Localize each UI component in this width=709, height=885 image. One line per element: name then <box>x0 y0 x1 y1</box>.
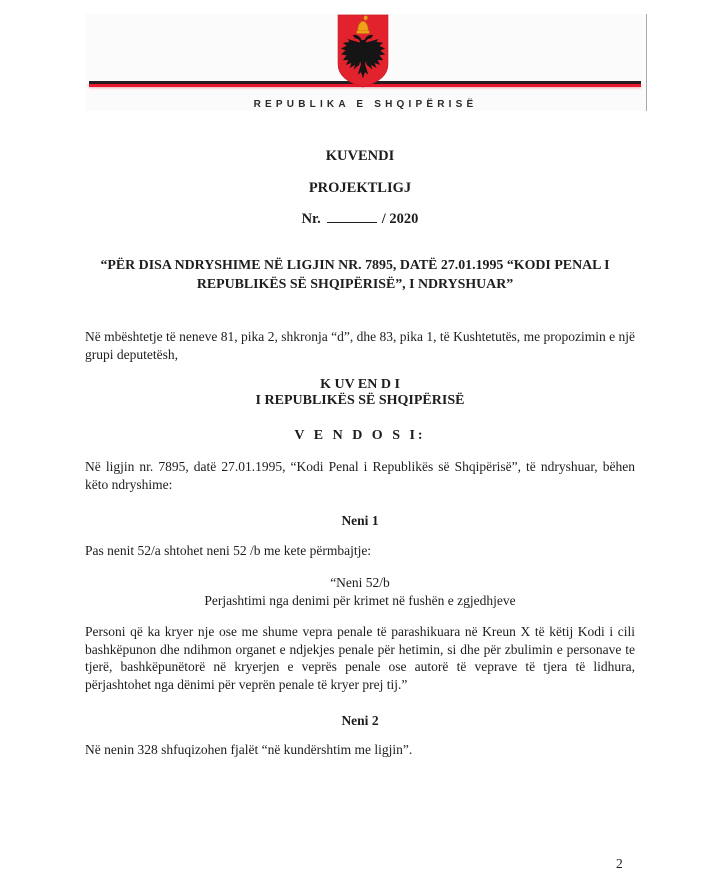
amendment-intro-paragraph: Në ligjin nr. 7895, datë 27.01.1995, “Kodi Penal i Republikës së Shqipërisë”, të ndryshuar, bëhen këto ndryshime: <box>85 459 635 492</box>
quoted-article-subtitle: Perjashtimi nga denimi për krimet në fushën e zgjedhjeve <box>204 592 516 608</box>
page-number: 2 <box>616 856 623 871</box>
article1-intro: Pas nenit 52/a shtohet neni 52 /b me kete përmbajtje: <box>85 543 372 558</box>
decree-heading <box>85 377 635 408</box>
country-name: REPUBLIKA E SHQIPËRISË <box>253 99 478 110</box>
decree-heading-line1: K UV EN D I <box>320 377 400 392</box>
article2-heading: Neni 2 <box>341 713 379 728</box>
preamble-paragraph: Në mbështetje të neneve 81, pika 2, shkronja “d”, dhe 83, pika 1, të Kushtetutës, me propozimin e një grupi deputetësh, <box>85 329 635 362</box>
letterhead <box>85 14 647 111</box>
law-title: “PËR DISA NDRYSHIME NË LIGJIN NR. 7895, DATË 27.01.1995 “KODI PENAL I REPUBLIKËS SË SHQIPËRISË”, I NDRYSHUAR” <box>100 258 610 292</box>
article1-quoted-heading <box>85 574 635 609</box>
document-type: PROJEKTLIGJ <box>308 180 412 196</box>
article1-heading: Neni 1 <box>341 513 379 528</box>
article2-body: Në nenin 328 shfuqizohen fjalët “në kundërshtim me ligjin”. <box>85 742 413 757</box>
number-blank-line <box>327 221 377 223</box>
article1-quoted-body: Personi që ka kryer nje ose me shume vepra penale të parashikuara në Kreun X të këtij Kodi i cili bashkëpunon dhe ndihmon organet e ndjekjes penale për hetimin, si dhe për zbulimin e personave te tjerë, bashkëpunëtorë në kryerjen e veprës penale ose autorë të veprave të tjera të lidhura, përjashtohet nga dënimi për veprën penale të kryer prej tij.” <box>85 624 635 693</box>
albania-coat-of-arms-icon <box>336 14 390 89</box>
decree-heading-line2: I REPUBLIKËS SË SHQIPËRISË <box>255 392 465 408</box>
document-number-line <box>85 211 635 229</box>
number-year: / 2020 <box>381 211 419 227</box>
institution-name: KUVENDI <box>325 148 395 164</box>
number-prefix: Nr. <box>301 211 321 227</box>
quoted-article-title: “Neni 52/b <box>330 575 390 590</box>
decree-verb: V E N D O S I: <box>294 428 426 443</box>
